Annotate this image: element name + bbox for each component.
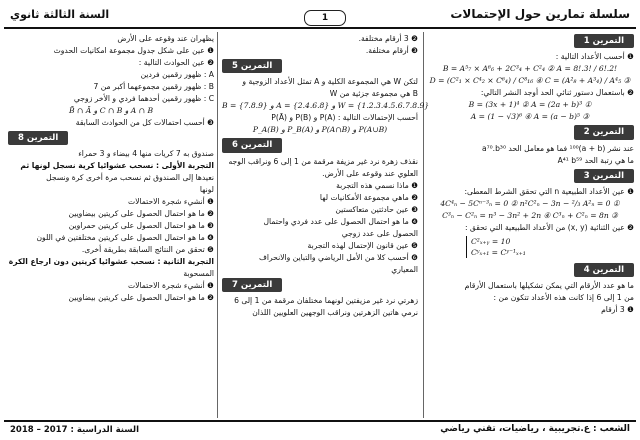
ex6-line-1: نقذف زهرة نرد غير مزيفة مرقمة من 1 إلى 6 ونراقب الوجه [228, 156, 418, 166]
ex1-formula-4: A = (1 − √3)⁶ ④ A = (a − b)⁵ ③ [470, 112, 590, 122]
footer-streams: الشعب : ع.تجريبية ، رياضيات، تقني رياضي [440, 424, 630, 434]
ex7-line-3: يظهران عند وقوعه على الأرض [117, 34, 214, 43]
exercise-8-badge: التمرين 8 [8, 131, 68, 145]
column-left [8, 32, 214, 418]
ex7-line-2: نرمي هاتين الزهرتين ونراقب الوجهين العلويين اللذان [252, 307, 418, 317]
ex6-q2: ❷ ماهي مجموعة الأمكانيات لها [319, 192, 418, 202]
column-divider-2 [217, 32, 218, 418]
footer-school-year: السنة الدراسية : 2017 – 2018 [10, 425, 139, 435]
ex7-line-1: زهرتي نرد غير مزيفتين لونهما مختلفان مرقمة من 1 إلى 6 [234, 295, 418, 305]
ex7-q3: ❸ أحسب احتمالات كل من الحوادث السابقة [75, 118, 214, 127]
ex4-line-3: ❶ 3 أرقام [601, 305, 634, 315]
ex8-q5: ❺ تحقق من النتائج السابقة بطريقة أخرى. [81, 245, 214, 255]
column-right [426, 32, 634, 418]
ex7-q2: ❷ عين الحوادث التالية : [138, 58, 214, 67]
ex6-q5: ❺ عين قانون الإحتمال لهذه التجربة [307, 240, 418, 250]
ex5-line-2: B هي مجموعة جزئية من W [329, 89, 418, 99]
ex6-q6: ❻ أحسب كلا من الأمل الرياضي والتباين والانحراف [259, 252, 418, 262]
exercise-7-badge: التمرين 7 [222, 278, 282, 292]
ex7-q1: ❶ عين على شكل جدول مجموعة امكانيات الحدوث [53, 46, 214, 55]
ex8-q1: ❶ أنشيء شجرة الاحتمالات [128, 197, 214, 207]
ex2-line-1: عند نشر (a + b)¹⁰⁰ فما هو معامل الحد a⁷⁰.b³⁰ [481, 143, 634, 153]
exercise-4-badge: التمرين 4 [574, 263, 634, 277]
ex7-event-a: A : ظهور رقمين فردين [140, 70, 214, 79]
ex3-q2: ❷ عين الثنائية (x, y) من الأعداد الطبيعية التي تحقق : [464, 222, 634, 232]
ex1-formula-1: B = A⁵₇ × A⁶₆ + 2C³₄ + C²₄ ② A = 8!.3! / 6!.2! [442, 64, 618, 74]
exercise-6-badge: التمرين 6 [222, 138, 282, 152]
ex8-q7: ❷ ما هو احتمال الحصول على كريتين بيضاويين [68, 293, 214, 303]
ex6-line-2: العلوي عند وقوعه على الأرض. [322, 168, 418, 178]
ex6-q4-cont: الحصول على عدد زوجي [341, 228, 418, 238]
ex3-formula-1: 4C⁴ₙ − 5Cⁿ⁻³ₙ = 0 ② n²C²ₙ − 3n − ²/₃ A²ₙ = 0 ① [440, 198, 620, 208]
ex3-q1: ❶ عين الأعداد الطبيعية n التي تحقق الشرط المعطى: [464, 186, 634, 196]
page-number: 1 [304, 10, 346, 26]
ex3-system [466, 236, 634, 258]
ex8-q2: ❷ ما هو احتمال الحصول على كريتين بيضاويين [68, 209, 214, 219]
ex7-event-c: C : ظهور رقمين أحدهما فردي و الأخر زوجي [73, 94, 214, 103]
ex1-formula-2: D = (C²₁ × C⁴₂ × C⁶₄) / C⁸₁₆ ④ C = (A²₈ + A³₄) / A⁴₅ ③ [429, 76, 631, 86]
ex6-q6-cont: المعياري [391, 264, 418, 274]
ex4-item-2: ❷ 3 أرقام مختلفة. [358, 34, 418, 43]
ex4-line-2: من 1 إلى 6 إذا كانت هذه الأعداد تتكون من : [493, 293, 634, 303]
ex8-line-1: صندوق به 7 كريات منها 4 بيضاء و 3 حمراء [78, 149, 214, 159]
exercise-3-badge: التمرين 3 [574, 169, 634, 183]
ex8-line-4: لونها [199, 185, 214, 195]
footer-bar [4, 420, 636, 440]
ex1-formula-3: B = (3x + 1)⁴ ② A = (2a + b)³ ① [468, 100, 592, 110]
ex2-line-2: ما هي رتبة الحد A⁴¹ b⁵⁹ [557, 155, 634, 165]
ex4-item-3: ❸ أرقام مختلفة. [365, 46, 418, 55]
ex8-q4: ❹ ما هو احتمال الحصول على كريتين مختلفتين في اللون [36, 233, 214, 243]
header-bar [4, 6, 636, 28]
ex4-line-1: ما هو عدد الأرقام التي يمكن تشكيلها باستعمال الأرقام [464, 281, 634, 291]
exercise-5-badge: التمرين 5 [222, 59, 282, 73]
ex1-q1: ❶ أحسب الأعداد التالية : [555, 52, 634, 62]
ex6-q3: ❸ عين حادثتين متعاكستين [335, 204, 418, 214]
column-middle [222, 32, 430, 418]
ex6-q1: ❶ ماذا نسمي هذه التجربة [336, 180, 418, 190]
ex8-line-2: التجربة الأولى : نسحب عشوائيا كرية نسجل لونها ثم [20, 161, 214, 171]
ex5-line-1: لتكن W هي المجموعة الكلية و A تمثل الأعداد الزوجية و [242, 77, 418, 87]
ex3-system-eq-1: C²ₓ₊ᵧ = 10 [471, 236, 511, 246]
worksheet-title: سلسلة تمارين حول الإحتمالات [450, 7, 630, 21]
ex5-formula: P_A(B) و P_B(A) و P(A∩B) و P(A∪B) [252, 125, 388, 135]
ex8-line-5: التجربة الثانية : نسحب عشوائيا كريتين دون ارجاع الكرة [8, 257, 214, 267]
ex3-system-eq-2: Cʸₓ₊₁ = Cʸ⁻¹ₓ₊₁ [471, 247, 526, 257]
ex8-line-6: المسحوبة [183, 269, 214, 279]
exercise-2-badge: التمرين 2 [574, 125, 634, 139]
grade-level: السنة الثالثة ثانوي [10, 8, 110, 21]
ex7-formula: B̄ ∩ Ā و C ∩ B و A ∩ B [68, 106, 154, 115]
ex1-q2: ❷ باستعمال دستور ثنائي الحد أوجد النشر التالي: [480, 88, 634, 98]
ex8-q3: ❸ ما هو احتمال الحصول على كريتين حمراوين [68, 221, 214, 231]
column-divider-1 [423, 32, 424, 418]
header-divider [4, 27, 636, 29]
ex8-q6: ❶ أنشيء شجرة الاحتمالات [128, 281, 214, 291]
exercise-1-badge: التمرين 1 [574, 34, 634, 48]
ex8-line-3: نعيدها إلى الصندوق ثم نسحب مرة أخرى كرة ونسجل [46, 173, 214, 183]
ex7-event-b: B : ظهور رقمين مجموعهما أكبر من 7 [93, 82, 214, 91]
footer-divider [4, 420, 636, 422]
ex5-sets: B = {7.8.9} و A = {2.4.6.8} و W = {1.2.3.4.5.6.7.8.9} [222, 101, 430, 111]
ex5-line-3: أحسب الإحتمالات التالية : P(A) و P(B) و P(Ā) [271, 113, 418, 123]
ex6-q4: ❹ ما هو احتمال الحصول على عدد فردي واحتمال [263, 216, 418, 226]
ex3-formula-2: C³ₙ − C²ₙ = n³ − 3n² + 2n ④ C³ₙ + C²ₙ = 8n ③ [442, 210, 618, 220]
